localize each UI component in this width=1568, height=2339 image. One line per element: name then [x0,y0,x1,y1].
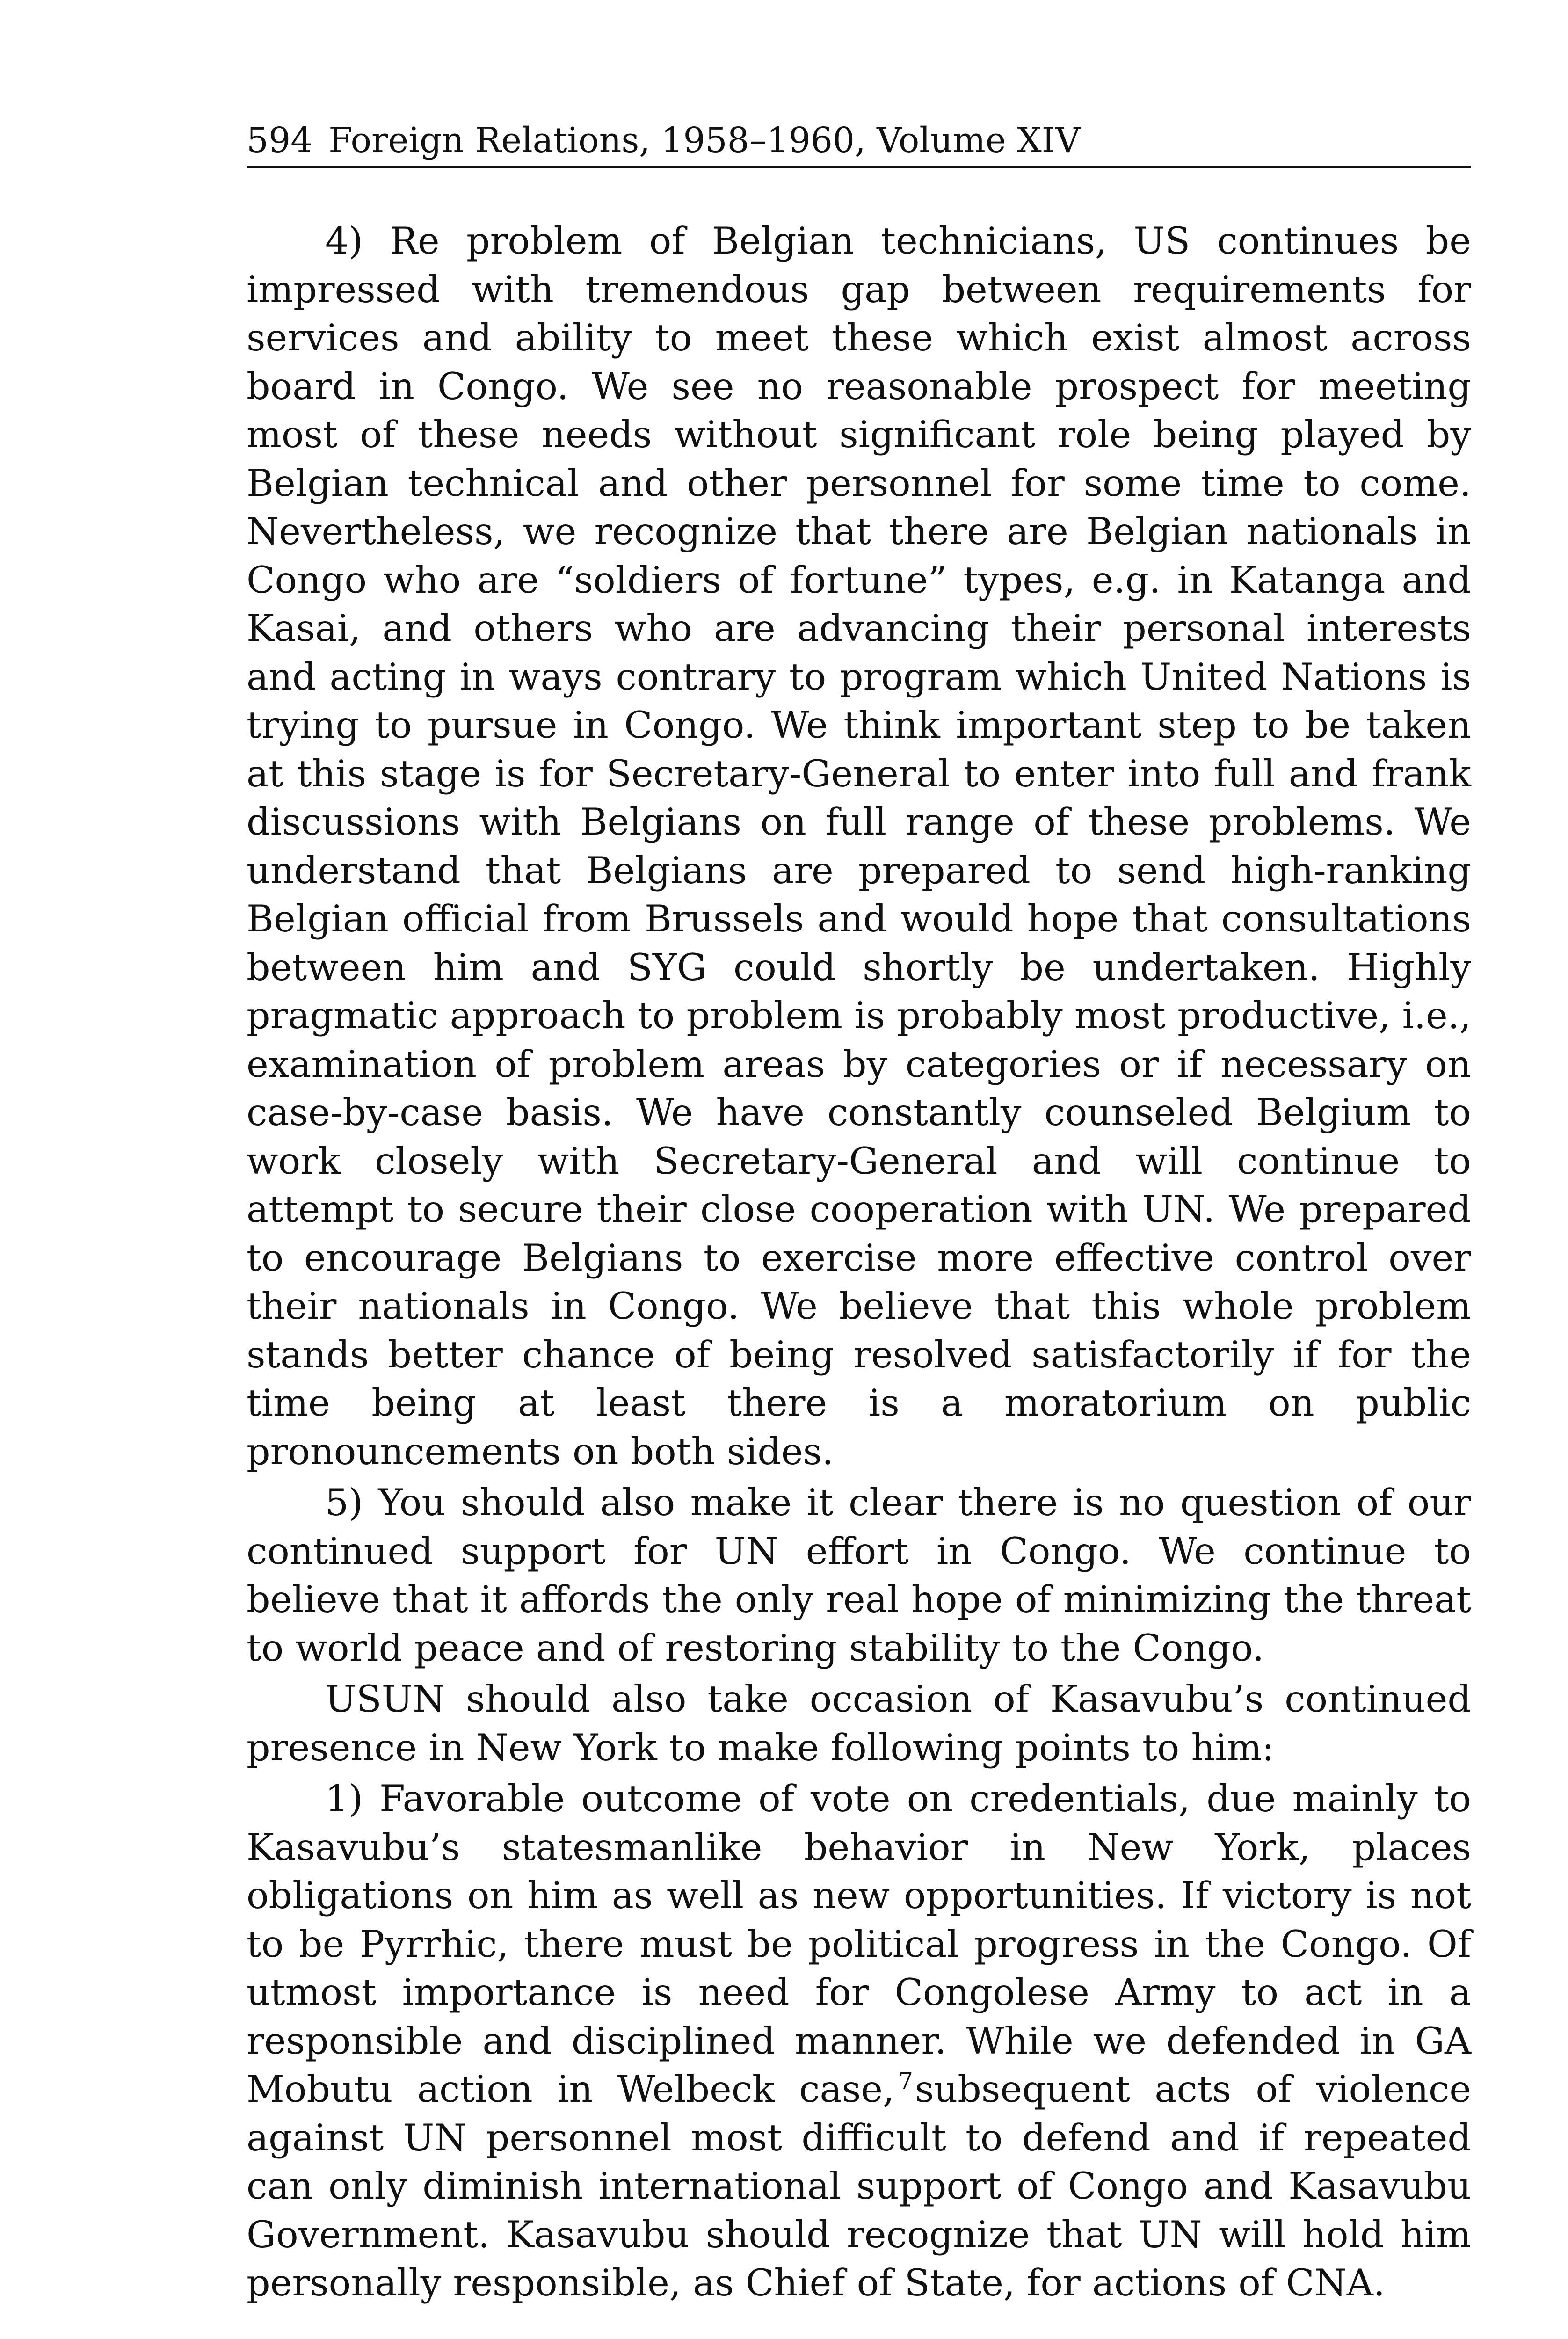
running-head [247,117,1471,168]
footnote-reference: 7 [898,2067,913,2095]
paragraph-text-before-ref: 1) Favorable outcome of vote on credentials, due mainly to Kasavubu’s statesmanlike behavior in New York, places obligations on him as well as new opportunities. If victory is not to be Pyrrhic, there must be political progress in the Congo. Of utmost importance is need for Congolese Army to act in a responsible and disciplined manner. While we defended in GA Mobutu action in Welbeck case, [247,1777,1471,2111]
body-text [247,217,1471,2308]
paragraph-un-support: 5) You should also make it clear there is no question of our continued support for UN effort in Congo. We continue to believe that it affords the only real hope of minimizing the threat to world peace and of restoring stability to the Congo. [247,1481,1471,1670]
paragraph-text-after-ref: subsequent acts of violence against UN personnel most difficult to defend and if repeated can only diminish international support of Congo and Kasavubu Government. Kasavubu should recognize that UN will hold him personally responsible, as Chief of State, for actions of CNA. [247,2068,1471,2304]
paragraph-usun-kasavubu: USUN should also take occasion of Kasavubu’s continued presence in New York to make following points to him: [247,1678,1471,1769]
running-title: Foreign Relations, 1958–1960, Volume XIV [328,120,1081,160]
page-number: 594 [247,120,313,160]
document-page [247,117,1471,2339]
paragraph-belgian-technicians: 4) Re problem of Belgian technicians, US continues be impressed with tremendous gap between requirements for services and ability to meet these which exist almost across board in Congo. We see no reasonable prospect for meeting most of these needs without significant role being played by Belgian technical and other personnel for some time to come. Nevertheless, we recognize that there are Belgian nationals in Congo who are “soldiers of fortune” types, e.g. in Katanga and Kasai, and others who are advancing their personal interests and acting in ways contrary to program which United Nations is trying to pursue in Congo. We think important step to be taken at this stage is for Secretary-General to enter into full and frank discussions with Belgians on full range of these problems. We understand that Belgians are prepared to send high-ranking Belgian official from Brussels and would hope that consultations between him and SYG could shortly be undertaken. Highly pragmatic approach to problem is probably most productive, i.e., examination of problem areas by categories or if necessary on case-by-case basis. We have constantly counseled Belgium to work closely with Secretary-General and will continue to attempt to secure their close cooperation with UN. We prepared to encourage Belgians to exercise more effective control over their nationals in Congo. We believe that this whole problem stands better chance of being resolved satisfactorily if for the time being at least there is a moratorium on public pronouncements on both sides. [247,219,1471,1473]
paragraph-favorable-outcome [247,1775,1471,2308]
